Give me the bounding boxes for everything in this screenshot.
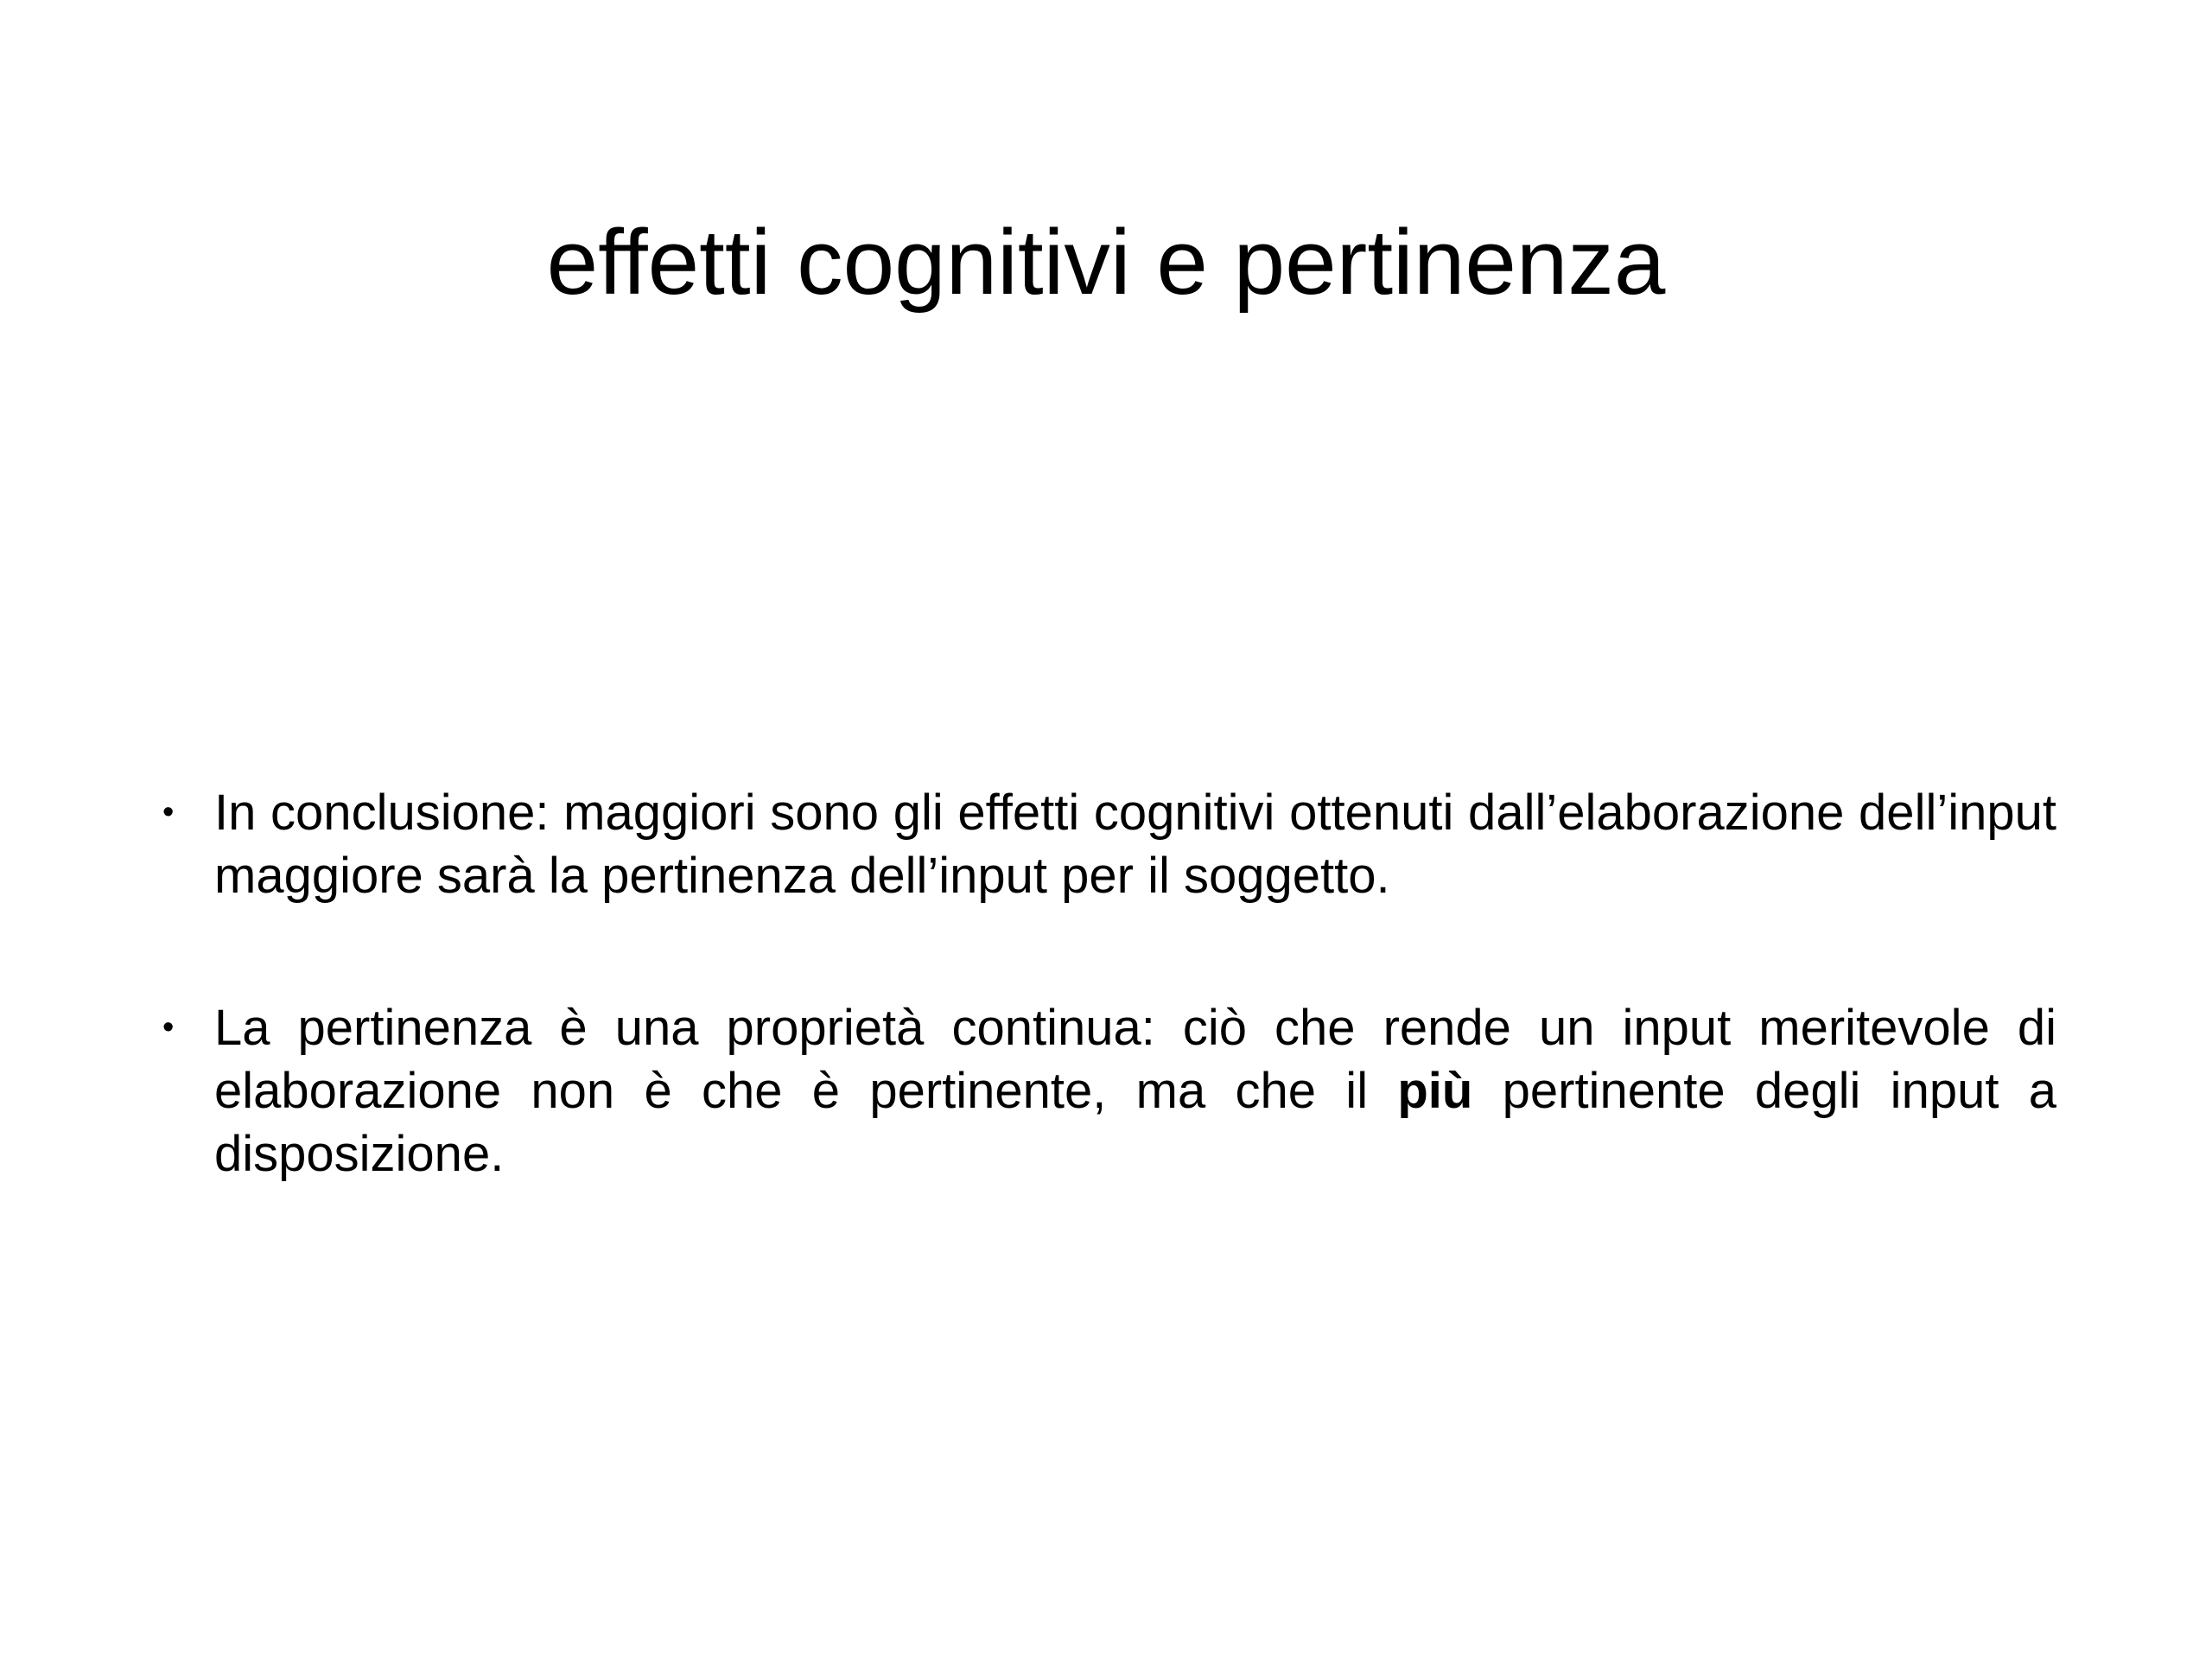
bullet-dot-icon: • bbox=[162, 794, 175, 830]
bullet-text-after: pertinente degli input a disposizione. bbox=[214, 1063, 2056, 1182]
bullet-text: In conclusione: maggiori sono gli effetti cognitivi ottenuti dall’elaborazione dell’input maggiore sarà la pertinenza dell’input per il soggetto. bbox=[214, 785, 2056, 904]
bullet-item bbox=[162, 996, 2056, 1185]
bullet-text-bold: più bbox=[1397, 1063, 1473, 1119]
bullet-text-before: La pertinenza è una proprietà continua: ciò che rende un input meritevole di elaborazione non è che è pertinente, ma che il bbox=[214, 1000, 2056, 1119]
slide-title: effetti cognitivi e pertinenza bbox=[546, 210, 1666, 314]
bullet-list bbox=[162, 781, 2056, 1274]
bullet-item bbox=[162, 781, 2056, 907]
bullet-dot-icon: • bbox=[162, 1009, 175, 1046]
